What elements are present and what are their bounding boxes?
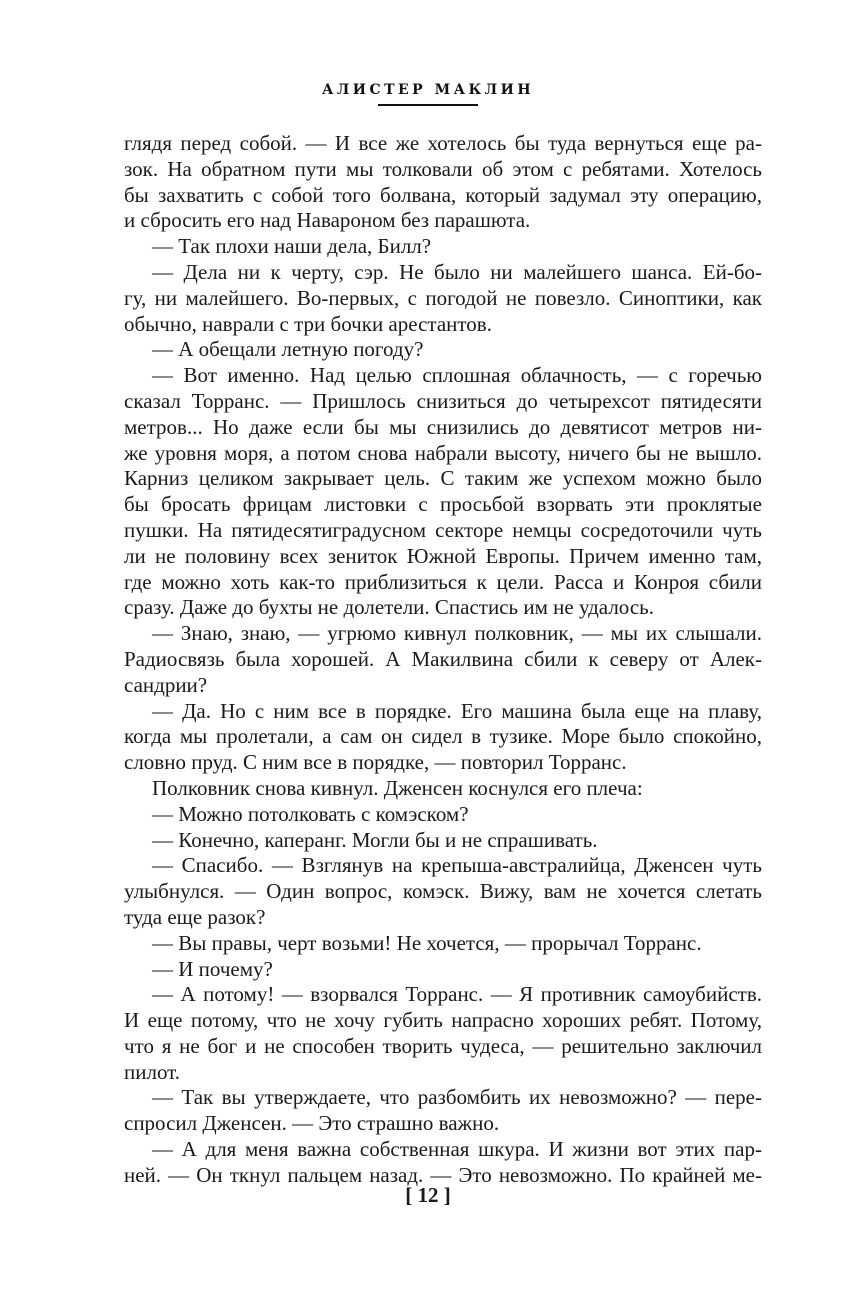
text-line: И еще потому, что не хочу губить напрасно хороших ребят. Потому,	[124, 1008, 762, 1033]
text-line: бы захватить с собой того болвана, который задумал эту операцию,	[124, 182, 762, 207]
text-line: — Так плохи наши дела, Билл?	[152, 234, 432, 259]
text-line: — Конечно, каперанг. Могли бы и не спрашивать.	[152, 827, 598, 852]
text-line: — А обещали летную погоду?	[152, 337, 424, 362]
text-line: метров... Но даже если бы мы снизились до девятисот метров ни-	[124, 414, 762, 439]
text-line: — Можно потолковать с комэском?	[152, 801, 469, 826]
text-line: бы бросать фрицам листовки с просьбой взорвать эти проклятые	[124, 492, 762, 517]
text-line: пушки. На пятидесятиградусном секторе немцы сосредоточили чуть	[124, 517, 762, 542]
text-line: Полковник снова кивнул. Дженсен коснулся его плеча:	[152, 775, 643, 800]
text-line: пилот.	[124, 1059, 181, 1084]
text-line: — Да. Но с ним все в порядке. Его машина была еще на плаву,	[152, 698, 762, 723]
text-line: гу, ни малейшего. Во-первых, с погодой не повезло. Синоптики, как	[124, 285, 762, 310]
text-line: глядя перед собой. — И все же хотелось бы туда вернуться еще ра-	[124, 131, 762, 155]
text-line: когда мы пролетали, а сам он сидел в тузике. Море было спокойно,	[124, 724, 762, 749]
text-line: — Спасибо. — Взглянув на крепыша-австралийца, Дженсен чуть	[152, 853, 762, 878]
text-line: — И почему?	[152, 956, 273, 981]
text-line: — Знаю, знаю, — угрюмо кивнул полковник, — мы их слышали.	[152, 621, 762, 646]
text-line: что я не бог и не способен творить чудеса, — решительно заключил	[124, 1033, 762, 1058]
text-line: словно пруд. С ним все в порядке, — повторил Торранс.	[124, 750, 627, 775]
text-line: обычно, наврали с три бочки арестантов.	[124, 311, 492, 336]
text-line: — Вот именно. Над целью сплошная облачность, — с горечью	[152, 363, 762, 388]
text-line: ли не половину всех зениток Южной Европы. Причем именно там,	[124, 543, 762, 568]
text-line: сказал Торранс. — Пришлось снизиться до четырехсот пятидесяти	[124, 388, 762, 413]
page-number: [ 12 ]	[405, 1183, 451, 1207]
text-line: зок. На обратном пути мы толковали об этом с ребятами. Хотелось	[124, 156, 762, 181]
text-line: сандрии?	[124, 672, 208, 697]
text-line: ней. — Он ткнул пальцем назад. — Это невозможно. По крайней ме-	[124, 1162, 762, 1187]
running-header	[0, 82, 856, 106]
text-line: — Вы правы, черт возьми! Не хочется, — прорычал Торранс.	[152, 930, 702, 955]
text-line: же уровня моря, а потом снова набрали высоту, ничего бы не вышло.	[124, 440, 762, 465]
text-line: — Так вы утверждаете, что разбомбить их невозможно? — пере-	[152, 1085, 762, 1110]
text-line: Радиосвязь была хорошей. А Макилвина сбили к северу от Алек-	[124, 646, 762, 671]
text-line: и сбросить его над Навароном без парашюта.	[124, 208, 531, 233]
text-line: туда еще разок?	[124, 904, 266, 929]
text-line: — А для меня важна собственная шкура. И жизни вот этих пар-	[152, 1137, 762, 1162]
text-line: спросил Дженсен. — Это страшно важно.	[124, 1111, 500, 1136]
text-line: Карниз целиком закрывает цель. С таким же успехом можно было	[124, 466, 762, 491]
body-text	[124, 131, 762, 1189]
header-rule	[378, 104, 478, 106]
text-line: — Дела ни к черту, сэр. Не было ни малейшего шанса. Ей-бо-	[152, 259, 762, 284]
text-line: — А потому! — взорвался Торранс. — Я противник самоубийств.	[152, 982, 762, 1007]
text-line: где можно хоть как-то приблизиться к цели. Расса и Конроя сбили	[124, 569, 762, 594]
book-author-title: АЛИСТЕР МАКЛИН	[321, 82, 535, 98]
text-line: сразу. Даже до бухты не долетели. Спастись им не удалось.	[124, 595, 654, 620]
text-line: улыбнулся. — Один вопрос, комэск. Вижу, вам не хочется слетать	[124, 879, 762, 904]
